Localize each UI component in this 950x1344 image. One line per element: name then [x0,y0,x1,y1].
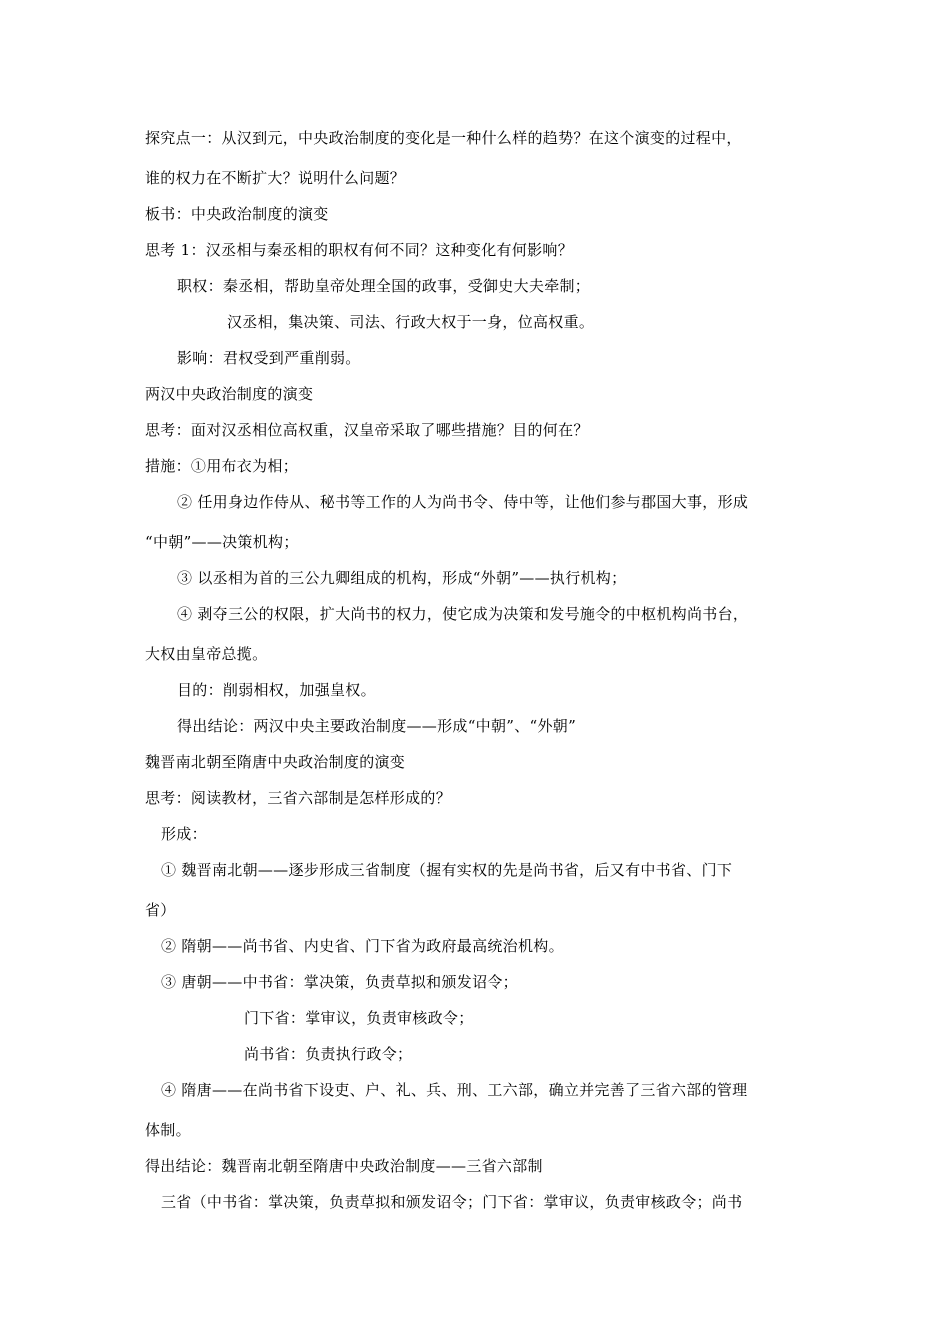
inquiry-point-1-line-1: 探究点一：从汉到元，中央政治制度的变化是一种什么样的趋势？在这个演变的过程中， [145,129,742,147]
measure-4-line-1: ④ 剥夺三公的权限，扩大尚书的权力，使它成为决策和发号施令的中枢机构尚书台， [177,605,749,623]
formation-1-line-2: 省） [145,901,176,919]
conclusion-han: 得出结论：两汉中央主要政治制度——形成“中朝”、“外朝” [177,717,577,735]
measure-4-line-2: 大权由皇帝总揽。 [145,645,268,663]
formation-4-line-2: 体制。 [145,1121,191,1139]
formation-4-line-1: ④ 隋唐——在尚书省下设吏、户、礼、兵、刑、工六部，确立并完善了三省六部的管理 [161,1081,748,1099]
question-three-departments: 思考：阅读教材，三省六部制是怎样形成的？ [145,789,452,807]
section-heading-wei-jin-sui-tang: 魏晋南北朝至隋唐中央政治制度的演变 [145,753,406,771]
section-heading-han: 两汉中央政治制度的演变 [145,385,314,403]
measure-2-line-2: “中朝”——决策机构； [145,533,299,551]
powers-qin: 职权：秦丞相，帮助皇帝处理全国的政事，受御史大夫牵制； [177,277,591,295]
formation-3-menxia: 门下省：掌审议，负责审核政令； [244,1009,474,1027]
formation-label: 形成： [161,825,207,843]
measure-1: 措施：①用布衣为相； [145,457,299,475]
formation-3-zhongshu: ③ 唐朝——中书省：掌决策，负责草拟和颁发诏令； [161,973,518,991]
formation-2: ② 隋朝——尚书省、内史省、门下省为政府最高统治机构。 [161,937,564,955]
formation-3-shangshu: 尚书省：负责执行政令； [244,1045,413,1063]
measure-3: ③ 以丞相为首的三公九卿组成的机构，形成“外朝”——执行机构； [177,569,627,587]
question-han: 思考：面对汉丞相位高权重，汉皇帝采取了哪些措施？目的何在？ [145,421,589,439]
conclusion-three-departments: 得出结论：魏晋南北朝至隋唐中央政治制度——三省六部制 [145,1157,543,1175]
purpose: 目的：削弱相权，加强皇权。 [177,681,376,699]
powers-han: 汉丞相，集决策、司法、行政大权于一身，位高权重。 [227,313,595,331]
formation-1-line-1: ① 魏晋南北朝——逐步形成三省制度（握有实权的先是尚书省，后又有中书省、门下 [161,861,733,879]
inquiry-point-1-line-2: 谁的权力在不断扩大？说明什么问题？ [145,169,406,187]
measure-2-line-1: ② 任用身边作侍从、秘书等工作的人为尚书令、侍中等，让他们参与郡国大事，形成 [177,493,749,511]
influence: 影响：君权受到严重削弱。 [177,349,361,367]
three-departments-summary: 三省（中书省：掌决策，负责草拟和颁发诏令；门下省：掌审议，负责审核政令；尚书 [161,1193,743,1211]
board-title: 板书：中央政治制度的演变 [145,205,329,223]
question-1: 思考 1：汉丞相与秦丞相的职权有何不同？这种变化有何影响？ [145,241,574,259]
